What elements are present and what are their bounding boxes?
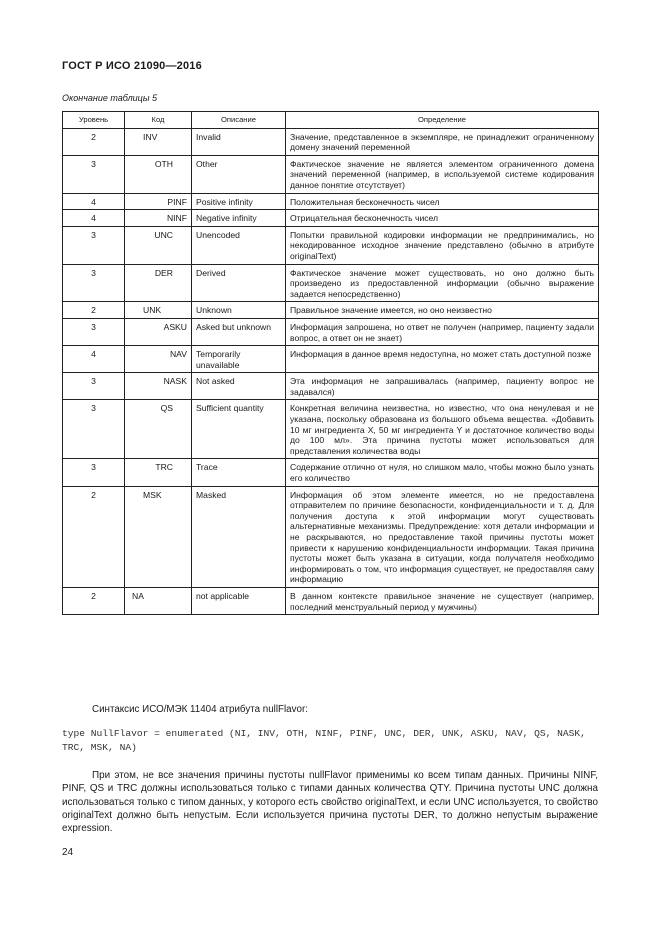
level-cell: 3 [63, 155, 125, 193]
table-row [63, 459, 599, 486]
level-cell: 4 [63, 193, 125, 210]
description-cell: Unknown [192, 302, 286, 319]
definition-cell: Эта информация не запрашивалась (например, пациенту вопрос не задавался) [286, 373, 599, 400]
code-cell: PINF [125, 193, 192, 210]
code-cell: MSK [125, 486, 192, 587]
level-cell: 2 [63, 128, 125, 155]
definition-cell: Информация запрошена, но ответ не получен (например, пациенту задали вопрос, а ответ он не знает) [286, 318, 599, 345]
level-cell: 2 [63, 302, 125, 319]
null-flavor-table [62, 111, 599, 615]
code-cell: QS [125, 400, 192, 459]
table-row [63, 346, 599, 373]
code-cell: OTH [125, 155, 192, 193]
level-cell: 3 [63, 264, 125, 302]
table-row [63, 264, 599, 302]
body-paragraph: При этом, не все значения причины пустоты nullFlavor применимы ко всем типам данных. Причины NINF, PINF, QS и TRC должны использоваться только с типами данных количества QTY. Причина пустоты UNC должна использоваться только с типом данных, у которого есть свойство originalText, и если UNC используется, то свойство originalText должно быть непустым. Если используется причина пустоты DER, то должно непустым выражение expression. [62, 770, 598, 835]
description-cell: Positive infinity [192, 193, 286, 210]
table-row [63, 226, 599, 264]
table-row [63, 155, 599, 193]
column-header-level: Уровень [63, 112, 125, 129]
definition-cell: В данном контексте правильное значение не существует (например, последний менструальный период у мужчины) [286, 587, 599, 614]
definition-cell: Попытки правильной кодировки информации не предпринимались, но некодированное исходное значение представлено (обычно в атрибуте originalText) [286, 226, 599, 264]
table-row [63, 128, 599, 155]
table-row [63, 193, 599, 210]
definition-cell: Фактическое значение не является элементом ограниченного домена значений переменной (например, в используемой системе кодирования данное понятие отсутствует) [286, 155, 599, 193]
table-row [63, 587, 599, 614]
syntax-code-block: type NullFlavor = enumerated (NI, INV, OTH, NINF, PINF, UNC, DER, UNK, ASKU, NAV, QS, NASK, TRC, MSK, NA) [62, 728, 586, 753]
description-cell: Trace [192, 459, 286, 486]
code-cell: NASK [125, 373, 192, 400]
table-row [63, 210, 599, 227]
definition-cell: Информация в данное время недоступна, но может стать доступной позже [286, 346, 599, 373]
definition-cell: Конкретная величина неизвестна, но известно, что она ненулевая и не указана, поскольку образована из большого объема вещества. «Добавить 10 мг ингредиента X, 50 мг ингредиента Y и достаточное количество воды до 100 мл». Эта причина пустоты может использоваться для представления количества воды [286, 400, 599, 459]
description-cell: Derived [192, 264, 286, 302]
definition-cell: Положительная бесконечность чисел [286, 193, 599, 210]
column-header-description: Описание [192, 112, 286, 129]
description-cell: Other [192, 155, 286, 193]
definition-cell: Фактическое значение может существовать, но оно должно быть произведено из предоставленной информации (обычно выражение задается непосредственно) [286, 264, 599, 302]
page-number: 24 [62, 847, 74, 858]
definition-cell: Отрицательная бесконечность чисел [286, 210, 599, 227]
description-cell: Sufficient quantity [192, 400, 286, 459]
description-cell: Masked [192, 486, 286, 587]
definition-cell: Информация об этом элементе имеется, но не предоставлена отправителем по причине безопасности, конфиденциальности и т. д. Для получения доступа к этой информации могут существовать альтернативные механизмы. Предупреждение: хотя детали информации и не раскрываются, но предоставление такой причины пустоты может привести к нарушению конфиденциальности информации. Такая причина пустоты может быть указана в ситуации, когда получателя необходимо информировать о том, что информация существует, не предоставляя саму информацию [286, 486, 599, 587]
definition-cell: Правильное значение имеется, но оно неизвестно [286, 302, 599, 319]
code-cell: ASKU [125, 318, 192, 345]
description-cell: Asked but unknown [192, 318, 286, 345]
column-header-code: Код [125, 112, 192, 129]
table-row [63, 486, 599, 587]
table-header-row [63, 112, 599, 129]
table-row [63, 400, 599, 459]
level-cell: 3 [63, 459, 125, 486]
code-cell: NA [125, 587, 192, 614]
syntax-intro: Синтаксис ИСО/МЭК 11404 атрибута nullFlavor: [92, 704, 308, 715]
description-cell: not applicable [192, 587, 286, 614]
level-cell: 4 [63, 346, 125, 373]
description-cell: Invalid [192, 128, 286, 155]
code-cell: UNC [125, 226, 192, 264]
code-cell: NAV [125, 346, 192, 373]
table-row [63, 318, 599, 345]
table-row [63, 373, 599, 400]
code-cell: NINF [125, 210, 192, 227]
description-cell: Temporarily unavailable [192, 346, 286, 373]
table-caption: Окончание таблицы 5 [62, 93, 157, 103]
definition-cell: Значение, представленное в экземпляре, не принадлежит ограниченному домену значений переменной [286, 128, 599, 155]
level-cell: 3 [63, 226, 125, 264]
description-cell: Unencoded [192, 226, 286, 264]
document-header: ГОСТ Р ИСО 21090—2016 [62, 60, 202, 72]
level-cell: 2 [63, 486, 125, 587]
level-cell: 4 [63, 210, 125, 227]
code-cell: INV [125, 128, 192, 155]
code-cell: TRC [125, 459, 192, 486]
code-cell: UNK [125, 302, 192, 319]
column-header-definition: Определение [286, 112, 599, 129]
level-cell: 2 [63, 587, 125, 614]
level-cell: 3 [63, 318, 125, 345]
code-cell: DER [125, 264, 192, 302]
definition-cell: Содержание отлично от нуля, но слишком мало, чтобы можно было узнать его количество [286, 459, 599, 486]
level-cell: 3 [63, 400, 125, 459]
description-cell: Not asked [192, 373, 286, 400]
table-row [63, 302, 599, 319]
level-cell: 3 [63, 373, 125, 400]
description-cell: Negative infinity [192, 210, 286, 227]
